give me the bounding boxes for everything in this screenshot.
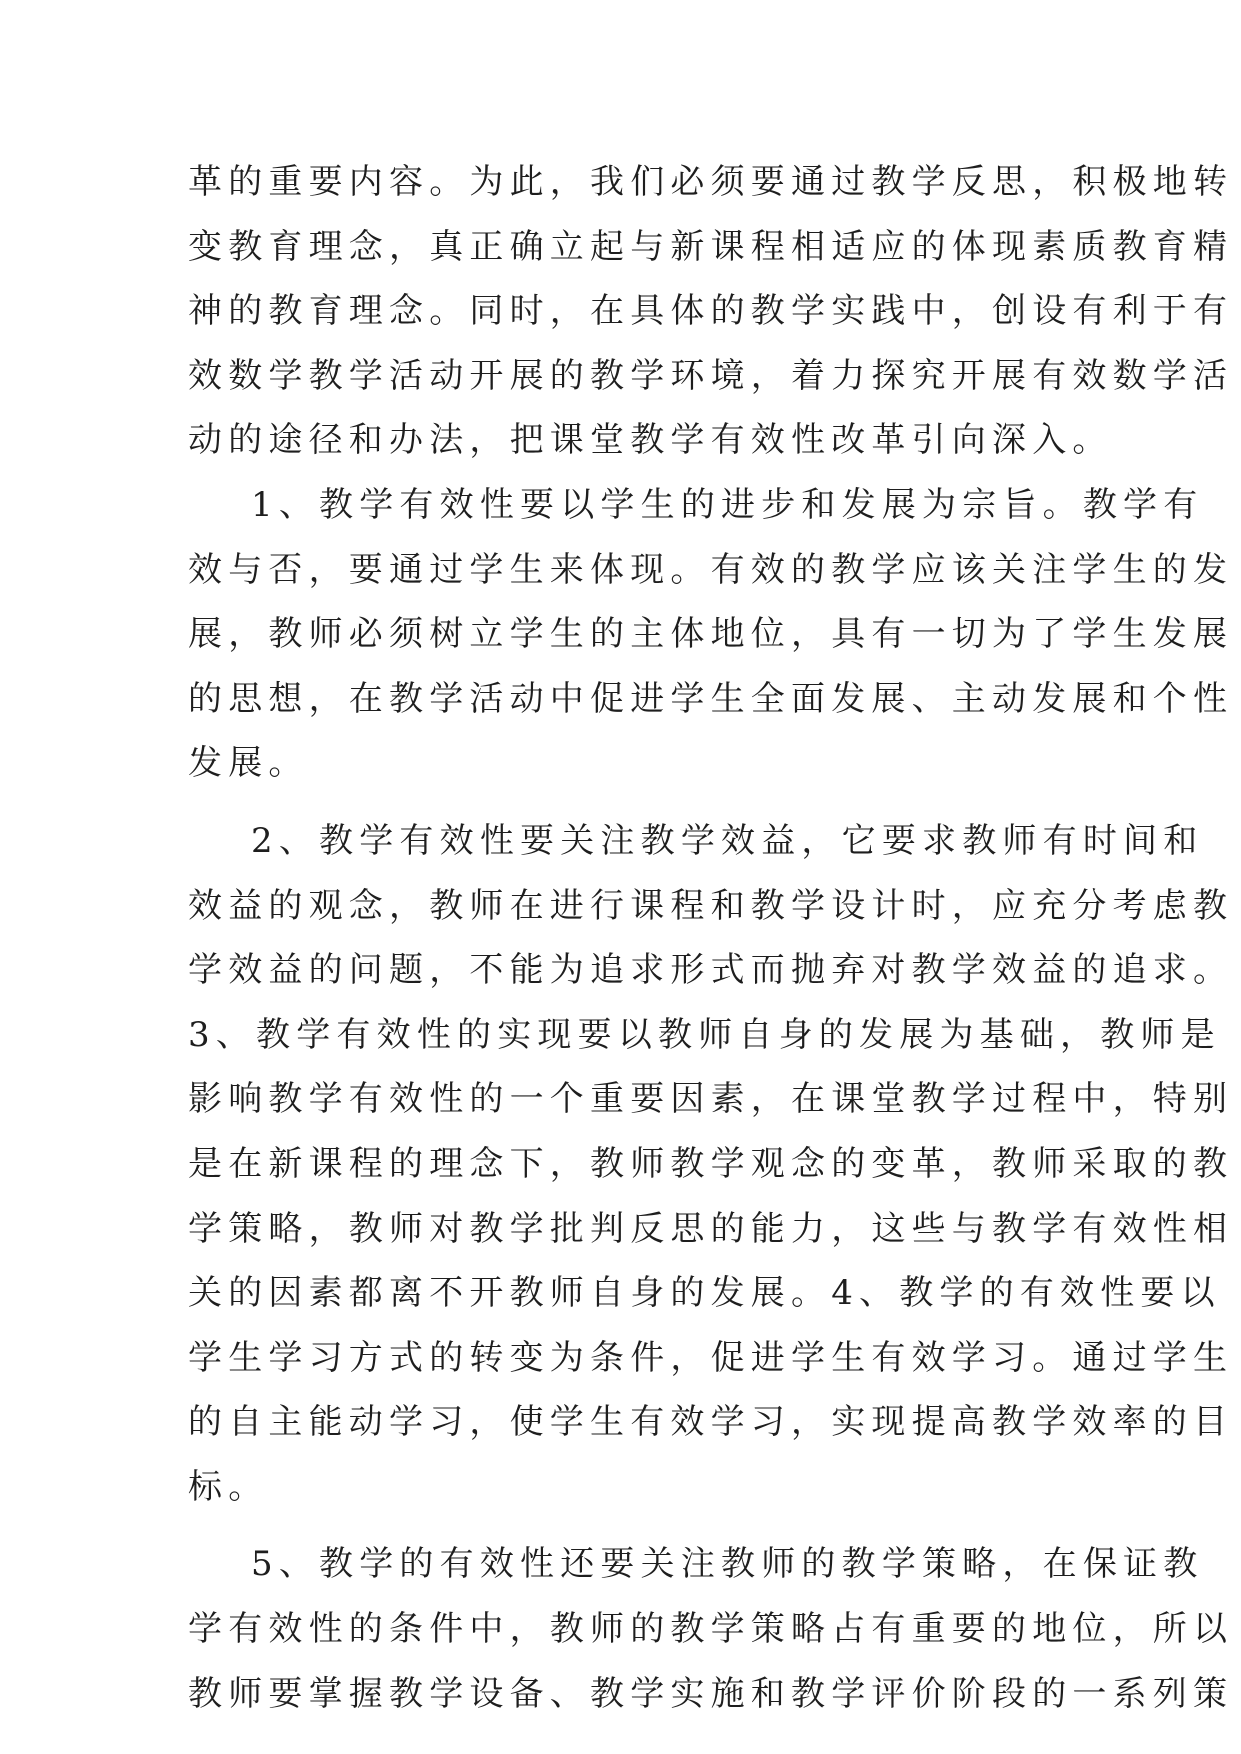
text-line: 学生学习方式的转变为条件，促进学生有效学习。通过学生 bbox=[188, 1337, 1234, 1378]
text-line: 效数学教学活动开展的教学环境，着力探究开展有效数学活 bbox=[188, 355, 1234, 396]
text-line: 学策略，教师对教学批判反思的能力，这些与教学有效性相 bbox=[188, 1208, 1234, 1249]
text-line: 影响教学有效性的一个重要因素，在课堂教学过程中，特别 bbox=[188, 1079, 1234, 1120]
text-line: 的思想，在教学活动中促进学生全面发展、主动发展和个性 bbox=[188, 678, 1234, 719]
text-line: 革的重要内容。为此，我们必须要通过教学反思，积极地转 bbox=[188, 162, 1234, 202]
paragraph-3-start: 3、教学有效性的实现要以教师自身的发展为基础，教师是 bbox=[188, 1014, 1221, 1055]
text-line: 效益的观念，教师在进行课程和教学设计时，应充分考虑教 bbox=[188, 885, 1234, 926]
paragraph-2-start: 2、教学有效性要关注教学效益，它要求教师有时间和 bbox=[251, 820, 1204, 861]
text-line: 展，教师必须树立学生的主体地位，具有一切为了学生发展 bbox=[188, 614, 1234, 655]
text-line: 变教育理念，真正确立起与新课程相适应的体现素质教育精 bbox=[188, 226, 1234, 267]
text-line: 关的因素都离不开教师自身的发展。4、教学的有效性要以 bbox=[188, 1273, 1221, 1314]
text-line: 是在新课程的理念下，教师教学观念的变革，教师采取的教 bbox=[188, 1143, 1234, 1184]
document-body bbox=[188, 150, 1234, 1726]
paragraph-1-start: 1、教学有效性要以学生的进步和发展为宗旨。教学有 bbox=[251, 484, 1204, 525]
text-line: 标。 bbox=[188, 1466, 269, 1507]
paragraph-5-start: 5、教学的有效性还要关注教师的教学策略，在保证教 bbox=[251, 1544, 1204, 1585]
text-line: 的自主能动学习，使学生有效学习，实现提高教学效率的目 bbox=[188, 1402, 1234, 1443]
text-line: 学效益的问题，不能为追求形式而抛弃对教学效益的追求。 bbox=[188, 950, 1234, 991]
text-line: 学有效性的条件中，教师的教学策略占有重要的地位，所以 bbox=[188, 1609, 1234, 1650]
text-line: 效与否，要通过学生来体现。有效的教学应该关注学生的发 bbox=[188, 549, 1234, 590]
text-line: 发展。 bbox=[188, 743, 309, 784]
text-line: 教师要掌握教学设备、教学实施和教学评价阶段的一系列策 bbox=[188, 1673, 1234, 1714]
text-line: 动的途径和办法，把课堂教学有效性改革引向深入。 bbox=[188, 420, 1113, 461]
text-line: 神的教育理念。同时，在具体的教学实践中，创设有利于有 bbox=[188, 291, 1234, 332]
